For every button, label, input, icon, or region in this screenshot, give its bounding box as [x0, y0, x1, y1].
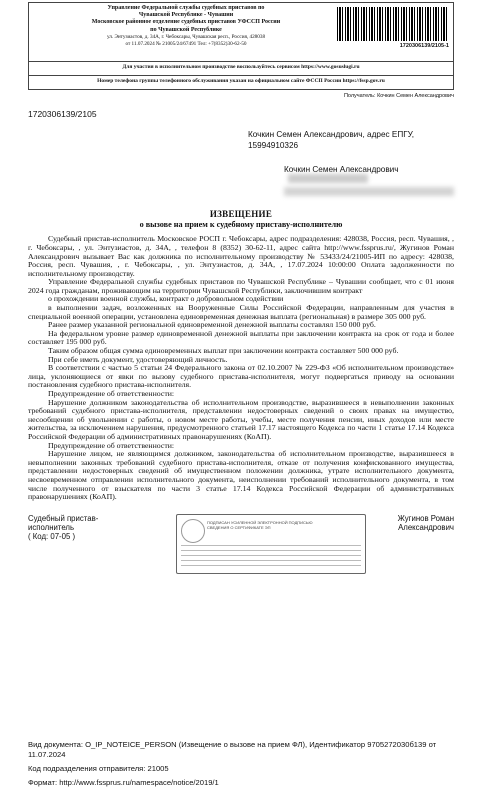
org-line: Управление Федеральной службы судебных приставов по: [107, 5, 265, 11]
paragraph: Судебный пристав-исполнитель Московское РОСП г. Чебоксары, адрес подразделения: 428038, Россия, респ. Чувашия, , г. Чебоксары, , ул. Энтузиастов, д. 34А, , телефон 8 (8352) 30-62-11, адрес сайта http://www.fssprus.ru/, Жугинов Роман Александрович вызывает Вас как должника по исполнительному производству № 53433/24/21005-ИП по адресу: 428038, Россия, респ. Чувашия, , г. Чебоксары, , ул. Энтузиастов, д. 34А, , 17.07.2024 10:00:00 Оплата задолженности по исполнительному производству.: [28, 234, 454, 278]
document-subtitle: о вызове на прием к судебному приставу-исполнителю: [139, 220, 343, 230]
paragraph: Нарушение лицом, не являющимся должником, законодательства об исполнительном производстве, выразившееся в невыполнении законных требований судебного пристава-исполнителя, отказе от получения конфискованного имущества, представлении недостоверных сведений об имущественном положении должника, утрате исполнительного документа, несвоевременном отправлении исполнительного документа, неисполнении требований исполнительного документа, в том числе полученного от взыскателя по части 3 статье 17.14 Кодекса Российской Федерации об административных правонарушениях (КоАП).: [28, 449, 454, 502]
phone-notice: Номер телефона группы телефонного обслуживания указан на официальном сайте ФССП России https://fssp.gov.ru: [29, 75, 453, 84]
addressee-name: [284, 165, 454, 183]
stamp-title-line: СВЕДЕНИЯ О СЕРТИФИКАТЕ ЭП: [207, 524, 271, 530]
signer-position-line: исполнитель: [28, 522, 75, 532]
paragraph: При себе иметь документ, удостоверяющий личность.: [48, 354, 228, 364]
document-page: [0, 2, 482, 802]
signer-code: ( Код: 07-05 ): [28, 531, 76, 541]
gosuslugi-notice: Для участия в исполнительном производстве воспользуйтесь сервисом https://www.gosuslugi.ru: [29, 61, 453, 70]
org-address: ул. Энтузиастов, д. 34А, г. Чебоксары, Чувашская респ., Россия, 428038: [106, 33, 266, 40]
paragraph: Предупреждение об ответственности:: [48, 440, 175, 450]
barcode: [337, 7, 449, 41]
addressee-line: Кочкин Семен Александрович, адрес ЕПГУ,: [248, 130, 415, 139]
registration-number: 1720306139/2105: [28, 109, 97, 119]
addressee-block: [248, 129, 454, 151]
org-line: по Чувашской Республике: [150, 26, 222, 33]
org-line: Московское районное отделение судебных приставов УФССП России: [91, 19, 281, 26]
redacted-text: [288, 174, 368, 183]
barcode-number: 1720306139/2105-1: [399, 43, 449, 49]
stamp-details: [181, 545, 361, 570]
addressee-line: Кочкин Семен Александрович: [284, 165, 399, 174]
paragraph: В соответствии с частью 5 статьи 24 Федерального закона от 02.10.2007 № 229-ФЗ «Об исполнительном производстве» лица, уклоняющиеся от явки по вызову судебного пристава-исполнителя, могут подвергаться приводу на основании постановления судебного пристава-исполнителя.: [28, 363, 454, 390]
e-signature-stamp: [176, 514, 366, 574]
signer-name-line: Жугинов Роман: [397, 513, 454, 523]
addressee-line: 15994910326: [248, 141, 299, 150]
emblem-icon: [181, 519, 205, 543]
document-footer: [28, 740, 454, 792]
stamp-title: [207, 520, 313, 530]
paragraph: Ранее размер указанной региональной единовременной денежной выплаты составлял 150 000 руб.: [48, 320, 376, 330]
document-body: [28, 235, 454, 501]
signature-block: [28, 514, 454, 574]
redacted-text: [284, 187, 454, 196]
letterhead: [28, 2, 454, 90]
paragraph: Таким образом общая сумма единовременных выплат при заключении контракта составляет 500 000 руб.: [48, 346, 399, 356]
paragraph: Предупреждение об ответственности:: [48, 389, 175, 399]
doc-type: Вид документа: O_IP_NOTEICE_PERSON (Извещение о вызове на прием ФЛ), Идентификатор 9705272030б139 от 11.07.2024: [28, 740, 437, 759]
paragraph: На федеральном уровне размер единовременной денежной выплаты при заключении контракта на срок от года и более составляет 195 000 руб.: [28, 328, 454, 347]
document-title: ИЗВЕЩЕНИЕ: [209, 209, 273, 220]
org-line: Чувашской Республике - Чувашии: [138, 12, 234, 19]
signer-position: [28, 514, 98, 541]
paragraph: в выполнении задач, возложенных на Вооруженные Силы Российской Федерации, направленным для участия в специальной военной операции, установлена единовременная денежная выплата (региональная) в размере 305 000 руб.: [28, 303, 454, 321]
org-contacts: от 11.07.2024 № 21005/24/67491 Тел: +7(8352)30-62-50: [125, 41, 247, 48]
paragraph: о прохождении военной службы, контракт о добровольном содействии: [48, 294, 284, 304]
signer-position-line: Судебный пристав-: [28, 513, 99, 523]
signer-name-line: Александрович: [398, 522, 454, 532]
sender-code: Код подразделения отправителя: 21005: [28, 764, 169, 773]
stamp-title-line: ПОДПИСАН УСИЛЕННОЙ ЭЛЕКТРОННОЙ ПОДПИСЬЮ: [207, 519, 313, 525]
paragraph: Нарушение должником законодательства об исполнительном производстве, выразившееся в невыполнении законных требований судебного пристава-исполнителя, представлении недостоверных сведений о своих правах на имущество, несообщении об увольнении с работы, о новом месте работы, учебы, месте получения пенсии, иных доходов или месте жительства, за исключением нарушения, предусмотренного статьей 17.17 настоящего Кодекса по части 1 статье 17.14 Кодекса Российской Федерации об административных правонарушениях (КоАП).: [28, 397, 454, 441]
receiver-note: Получатель: Кочкин Семен Александрович: [343, 93, 454, 99]
signer-name: [398, 514, 454, 532]
paragraph: Управление Федеральной службы судебных приставов по Чувашской Республике – Чувашии сообщает, что с 01 июня 2024 года гражданам, проживающим на территории Чувашской Республики, заключившим контракт: [28, 277, 454, 295]
doc-format: Формат: http://www.fssprus.ru/namespace/notice/2019/1: [28, 778, 219, 787]
